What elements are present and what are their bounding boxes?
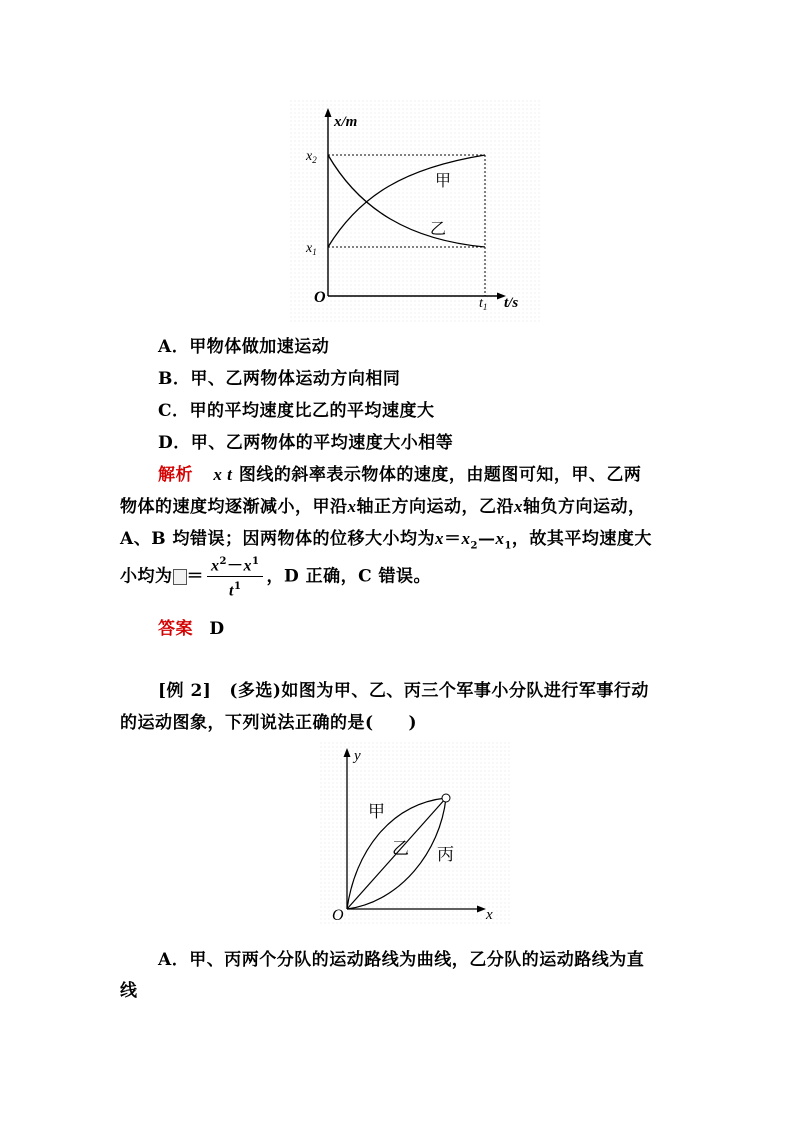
- analysis-text-2a: 物体的速度均逐渐减小，甲沿: [120, 497, 348, 517]
- equals-sign: ＝: [186, 566, 204, 587]
- answer-label: 答案: [158, 619, 193, 639]
- subscript-1: 1: [504, 540, 512, 552]
- analysis-line-2: [120, 492, 646, 517]
- equals-sign: ＝: [443, 529, 462, 549]
- x-axis-label: x: [486, 907, 493, 923]
- velocity-fraction: [207, 552, 263, 602]
- example2-option-a-line-2: 线: [120, 981, 138, 1001]
- var-x2: x: [461, 529, 471, 548]
- path-yi-label: 乙: [392, 839, 409, 858]
- fraction-numerator: $x^2-x^1$: [207, 552, 263, 577]
- x1-label: $x_1$: [306, 241, 317, 257]
- analysis-text-2b: 轴正方向运动，乙沿: [356, 497, 514, 517]
- var-x: x: [347, 497, 357, 516]
- option-c: C．甲的平均速度比乙的平均速度大: [158, 401, 435, 421]
- example2-line-2: 的运动图象，下列说法正确的是( ): [120, 713, 418, 733]
- option-a: A．甲物体做加速运动: [158, 337, 330, 357]
- x-axis-label: t/s: [504, 295, 519, 311]
- analysis-label: 解析: [158, 465, 193, 485]
- analysis-text-4a: 小均为: [120, 566, 173, 587]
- y-axis-label: y: [354, 748, 361, 764]
- xt-term: x t: [213, 465, 233, 484]
- curve-jia-label: 甲: [435, 173, 452, 190]
- path-graph-figure: [320, 742, 510, 924]
- path-bing-label: 丙: [437, 845, 454, 864]
- endpoint-marker: [442, 794, 450, 802]
- analysis-text-2c: 轴负方向运动，: [523, 497, 646, 517]
- example2-option-a-line-1: A．甲、丙两个分队的运动路线为曲线，乙分队的运动路线为直: [158, 950, 645, 970]
- answer-value: D: [209, 619, 225, 639]
- average-velocity-symbol: [173, 569, 187, 585]
- option-b: B．甲、乙两物体运动方向相同: [158, 369, 401, 389]
- example2-text-1: (多选)如图为甲、乙、丙三个军事小分队进行军事行动: [229, 681, 649, 701]
- t1-label: $t_1$: [479, 296, 488, 312]
- analysis-text-3b: ，故其平均速度大: [511, 529, 652, 549]
- example2-tag: [例 2]: [158, 681, 212, 701]
- var-x1: x: [495, 529, 505, 548]
- xt-graph-figure: [290, 100, 540, 322]
- analysis-text-3a: A、B 均错误；因两物体的位移大小均为: [120, 529, 435, 549]
- analysis-line-4: [120, 552, 431, 602]
- origin-label: O: [332, 907, 344, 924]
- var-x: x: [434, 529, 444, 548]
- subscript-2: 2: [470, 540, 478, 552]
- option-d: D．甲、乙两物体的平均速度大小相等: [158, 433, 454, 453]
- origin-label: O: [314, 289, 326, 306]
- curve-yi-label: 乙: [430, 221, 447, 238]
- answer-line: [158, 614, 225, 639]
- path-jia-label: 甲: [368, 802, 385, 821]
- analysis-text-1: 图线的斜率表示物体的速度，由题图可知，甲、乙两: [238, 465, 642, 485]
- minus-sign: —: [477, 529, 496, 549]
- var-x: x: [514, 497, 523, 516]
- analysis-line-3: [120, 524, 652, 551]
- analysis-line-1: [158, 460, 641, 485]
- example2-line-1: [158, 676, 649, 701]
- x2-label: $x_2$: [306, 149, 317, 165]
- y-axis-label: x/m: [334, 114, 358, 130]
- fraction-denominator: $t^1$: [229, 581, 242, 600]
- analysis-text-4b: ，D 正确，C 错误。: [266, 566, 432, 587]
